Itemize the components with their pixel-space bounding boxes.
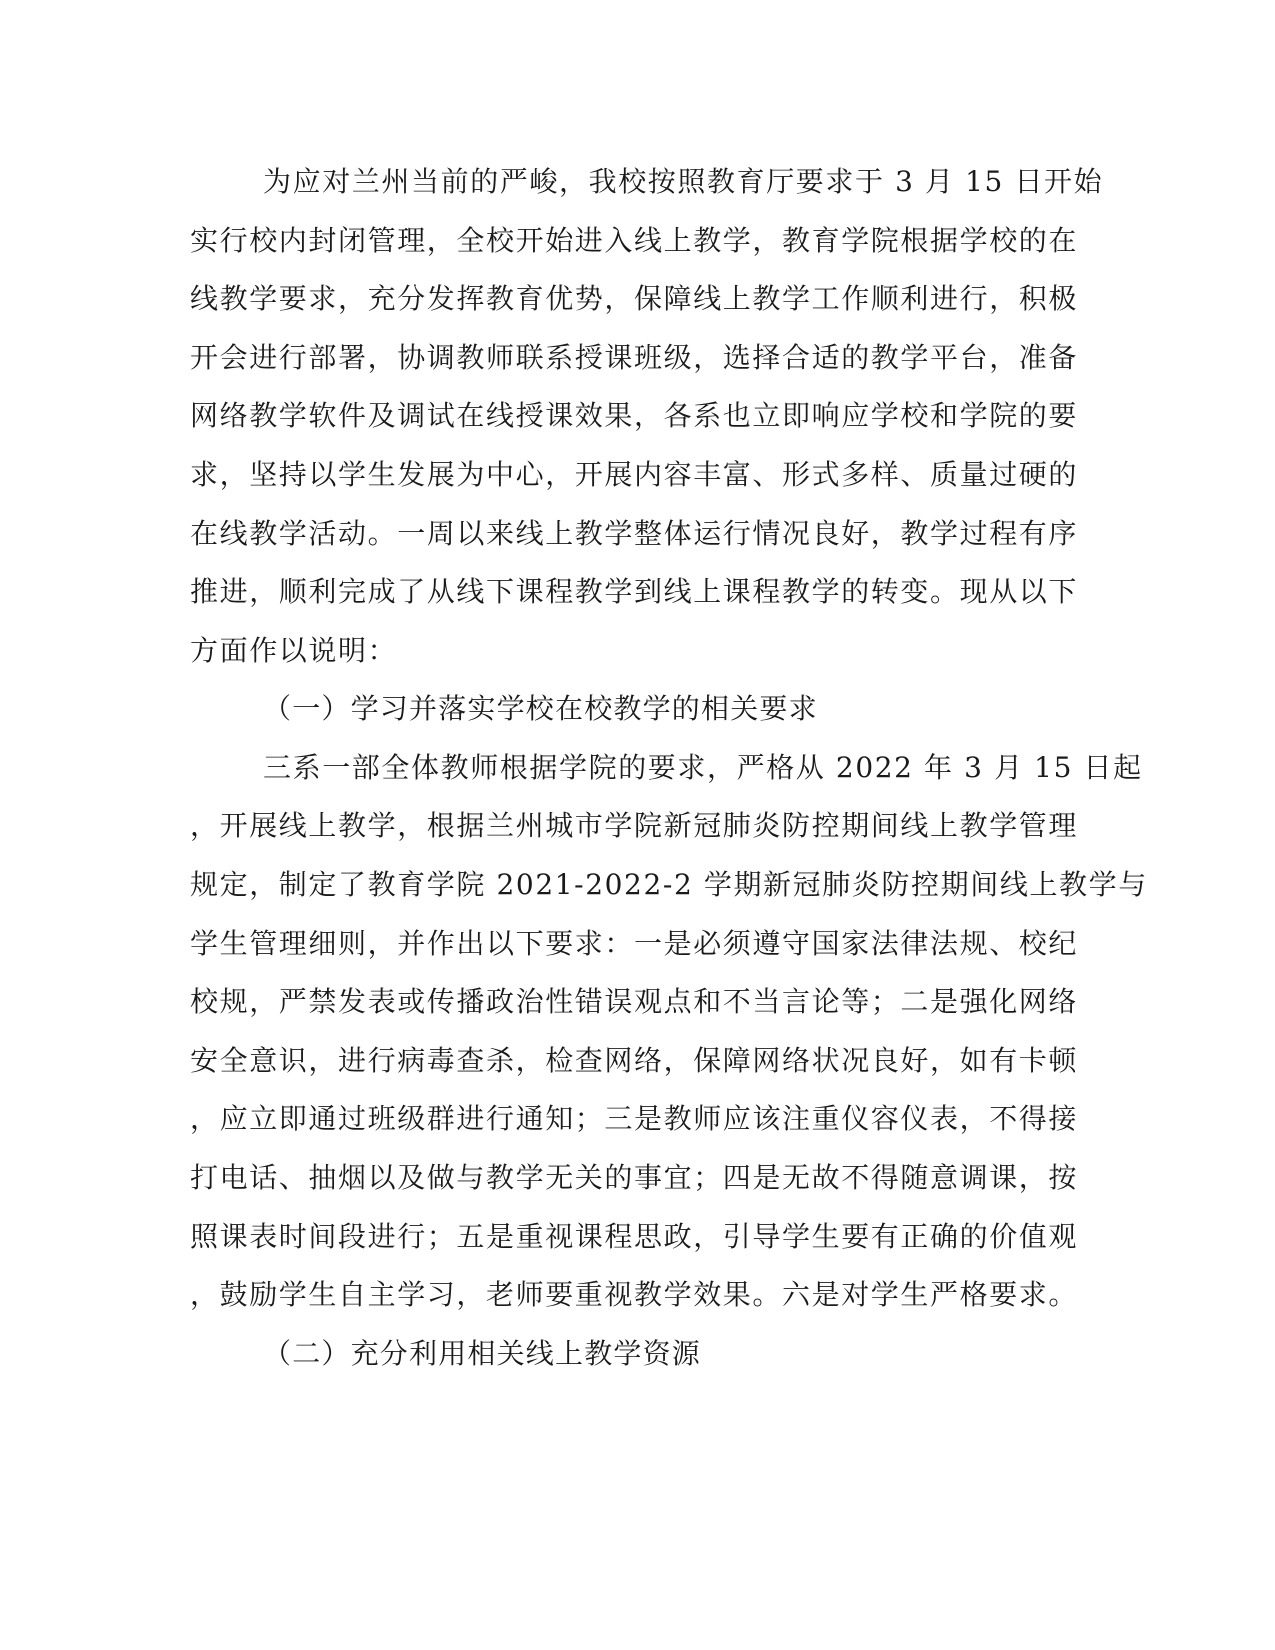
paragraph-line: 开会进行部署，协调教师联系授课班级，选择合适的教学平台，准备: [190, 341, 1079, 374]
paragraph-line: 在线教学活动。一周以来线上教学整体运行情况良好，教学过程有序: [190, 517, 1079, 550]
paragraph-line: 校规，严禁发表或传播政治性错误观点和不当言论等；二是强化网络: [190, 985, 1079, 1018]
paragraph-line: 安全意识，进行病毒查杀，检查网络，保障网络状况良好，如有卡顿: [190, 1044, 1079, 1077]
section-heading-1: （一）学习并落实学校在校教学的相关要求: [263, 692, 818, 725]
paragraph-line: 线教学要求，充分发挥教育优势，保障线上教学工作顺利进行，积极: [190, 282, 1079, 315]
paragraph-line: ，开展线上教学，根据兰州城市学院新冠肺炎防控期间线上教学管理: [190, 809, 1079, 842]
paragraph-line: 网络教学软件及调试在线授课效果，各系也立即响应学校和学院的要: [190, 399, 1079, 432]
paragraph-line: 打电话、抽烟以及做与教学无关的事宜；四是无故不得随意调课，按: [190, 1161, 1079, 1194]
paragraph-line: ，应立即通过班级群进行通知；三是教师应该注重仪容仪表，不得接: [190, 1102, 1079, 1135]
paragraph-line: 三系一部全体教师根据学院的要求，严格从 2022 年 3 月 15 日起: [263, 751, 1143, 784]
paragraph-line: 学生管理细则，并作出以下要求：一是必须遵守国家法律法规、校纪: [190, 927, 1079, 960]
paragraph-line: 方面作以说明：: [190, 634, 398, 667]
paragraph-line: 推进，顺利完成了从线下课程教学到线上课程教学的转变。现从以下: [190, 575, 1079, 608]
paragraph-line: 为应对兰州当前的严峻，我校按照教育厅要求于 3 月 15 日开始: [263, 165, 1104, 198]
paragraph-line: 求，坚持以学生发展为中心，开展内容丰富、形式多样、质量过硬的: [190, 458, 1079, 491]
section-heading-2: （二）充分利用相关线上教学资源: [263, 1337, 702, 1370]
paragraph-line: 实行校内封闭管理，全校开始进入线上教学，教育学院根据学校的在: [190, 224, 1079, 257]
paragraph-line: 规定，制定了教育学院 2021-2022-2 学期新冠肺炎防控期间线上教学与: [190, 868, 1148, 901]
paragraph-line: 照课表时间段进行；五是重视课程思政，引导学生要有正确的价值观: [190, 1220, 1079, 1253]
paragraph-line: ，鼓励学生自主学习，老师要重视教学效果。六是对学生严格要求。: [190, 1278, 1079, 1311]
